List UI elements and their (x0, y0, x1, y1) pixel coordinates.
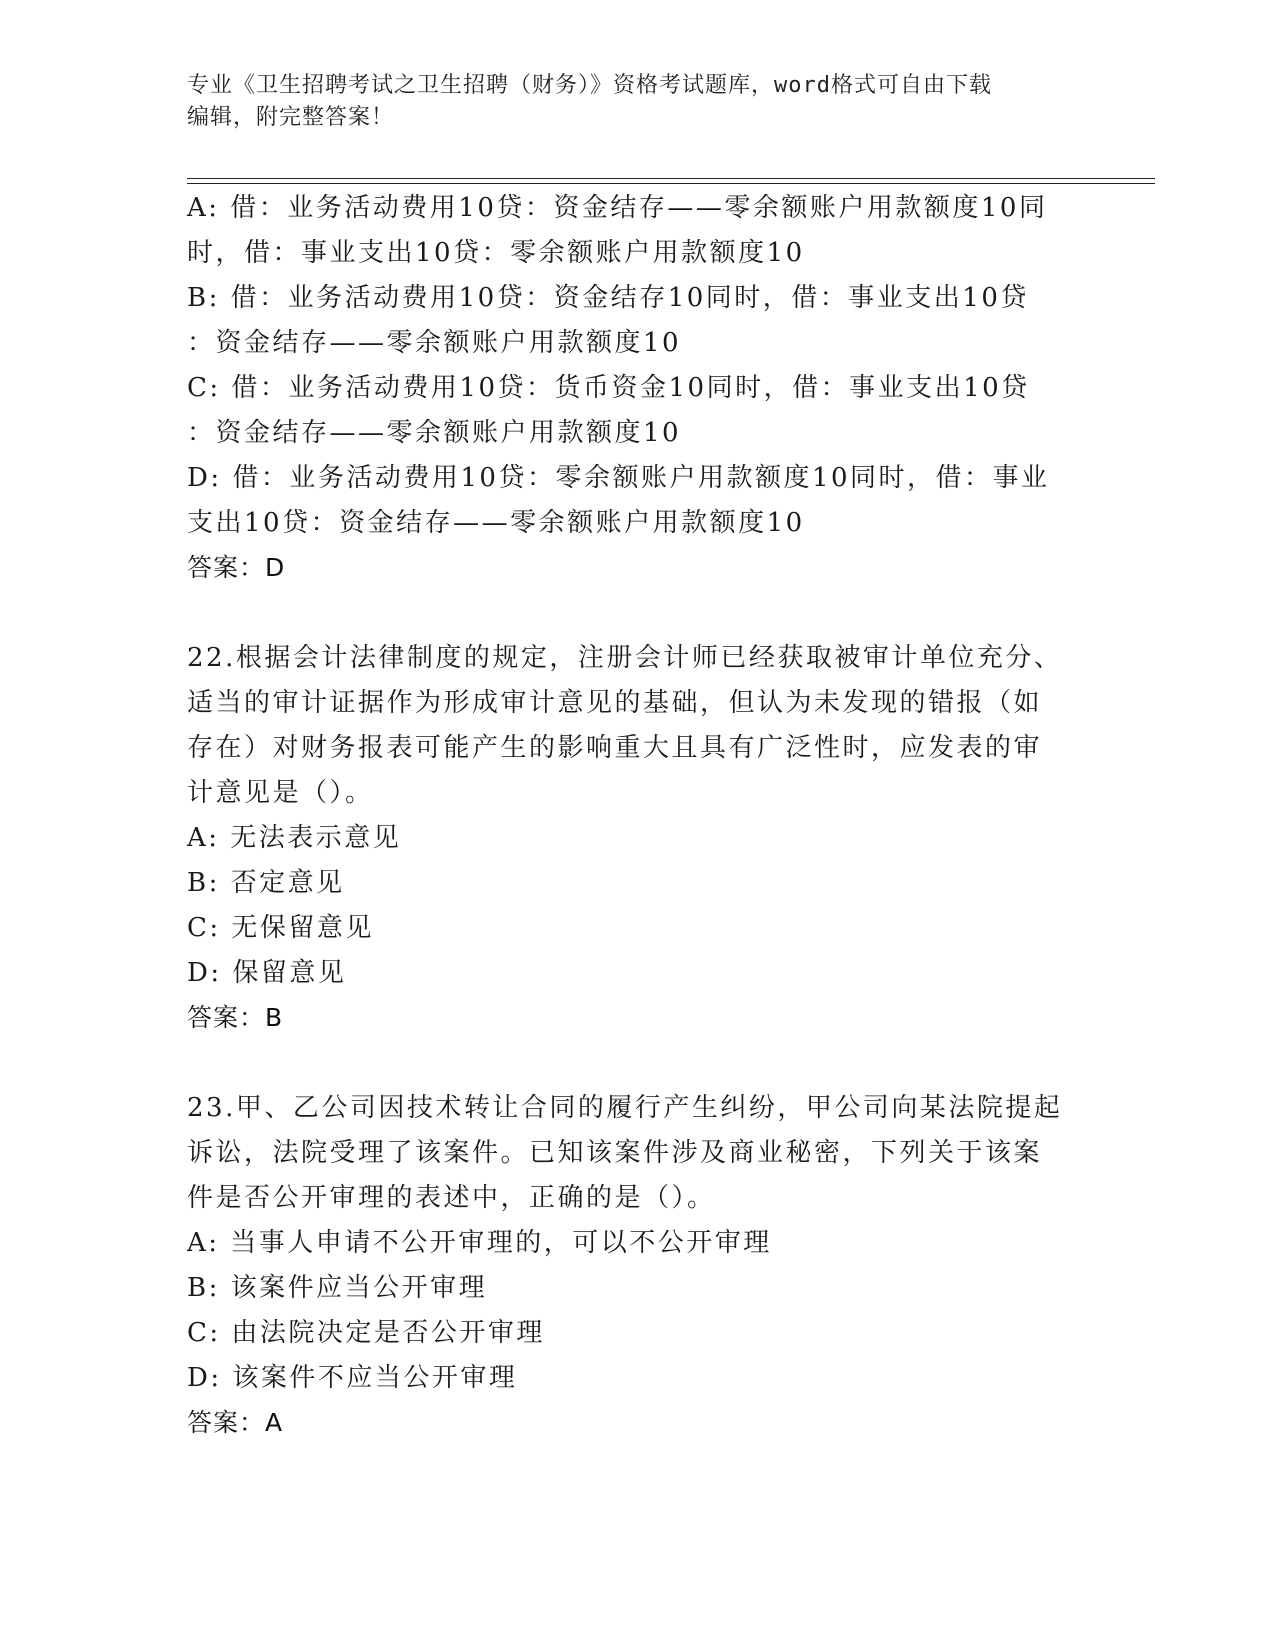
q23-option-d: D: 该案件不应当公开审理 (187, 1363, 518, 1393)
q23-stem-line-2: 诉讼，法院受理了该案件。已知该案件涉及商业秘密，下列关于该案 (187, 1138, 1043, 1168)
q21-option-c-line-1: C: 借：业务活动费用10贷：货币资金10同时，借：事业支出10贷 (187, 373, 1030, 403)
q23-stem-line-1: 23.甲、乙公司因技术转让合同的履行产生纠纷，甲公司向某法院提起 (187, 1093, 1063, 1123)
q22-stem-line-1: 22.根据会计法律制度的规定，注册会计师已经获取被审计单位充分、 (187, 643, 1063, 673)
header-divider-top (187, 178, 1155, 179)
header-line-2: 编辑，附完整答案！ (187, 105, 395, 130)
q21-option-d-line-2: 支出10贷：资金结存——零余额账户用款额度10 (187, 508, 805, 538)
q23-stem-line-3: 件是否公开审理的表述中，正确的是（）。 (187, 1183, 716, 1213)
q21-answer: 答案：D (187, 553, 286, 582)
q23-option-b: B: 该案件应当公开审理 (187, 1273, 488, 1303)
header-line-1: 专业《卫生招聘考试之卫生招聘（财务）》资格考试题库，word格式可自由下载 (187, 73, 992, 98)
q22-option-a: A: 无法表示意见 (187, 823, 402, 853)
q21-option-a-line-2: 时，借：事业支出10贷：零余额账户用款额度10 (187, 238, 805, 268)
document-header (187, 70, 1087, 134)
header-divider-bottom (187, 183, 1155, 184)
q23-option-a: A: 当事人申请不公开审理的，可以不公开审理 (187, 1228, 772, 1258)
q21-option-d-line-1: D: 借：业务活动费用10贷：零余额账户用款额度10同时，借：事业 (187, 463, 1050, 493)
q21-option-b-line-1: B: 借：业务活动费用10贷：资金结存10同时，借：事业支出10贷 (187, 283, 1029, 313)
q22-answer: 答案：B (187, 1003, 284, 1032)
q22-option-d: D: 保留意见 (187, 958, 347, 988)
q22-stem-line-4: 计意见是（）。 (187, 778, 374, 808)
q21-option-b-line-2: ：资金结存——零余额账户用款额度10 (187, 328, 682, 358)
q21-option-c-line-2: ：资金结存——零余额账户用款额度10 (187, 418, 682, 448)
q21-option-a-line-1: A: 借：业务活动费用10贷：资金结存——零余额账户用款额度10同 (187, 193, 1048, 223)
q23-answer: 答案：A (187, 1408, 284, 1437)
q22-option-b: B: 否定意见 (187, 868, 345, 898)
q22-stem-line-3: 存在）对财务报表可能产生的影响重大且具有广泛性时，应发表的审 (187, 733, 1043, 763)
q23-option-c: C: 由法院决定是否公开审理 (187, 1318, 545, 1348)
q22-stem-line-2: 适当的审计证据作为形成审计意见的基础，但认为未发现的错报（如 (187, 688, 1043, 718)
q22-option-c: C: 无保留意见 (187, 913, 374, 943)
